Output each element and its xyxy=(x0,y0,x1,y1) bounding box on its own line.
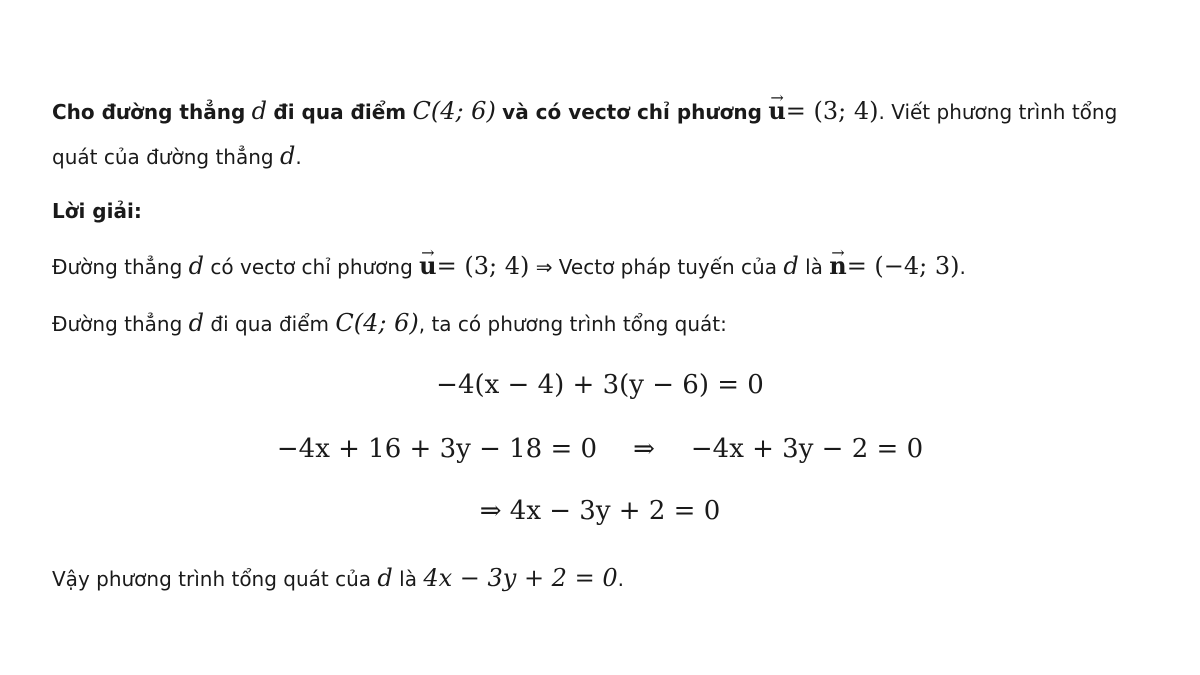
point-c: C(4; 6) xyxy=(412,97,496,125)
implies-arrow: ⇒ xyxy=(633,434,655,464)
variable-d: d xyxy=(188,309,205,337)
vector-u-value: = (3; 4) xyxy=(436,252,530,280)
equation-1: −4(x − 4) + 3(y − 6) = 0 xyxy=(436,370,764,400)
variable-d: d xyxy=(279,142,296,170)
vector-n-value: = (−4; 3) xyxy=(846,252,960,280)
conclusion-text-2: là xyxy=(399,567,417,591)
point-c: C(4; 6) xyxy=(335,309,419,337)
vector-n: → n xyxy=(829,252,846,280)
step1-text-2: có vectơ chỉ phương xyxy=(210,255,413,279)
problem-ask-line2: quát của đường thẳng xyxy=(52,145,274,169)
vector-u: → u xyxy=(419,252,436,280)
problem-line-1 xyxy=(52,97,1117,126)
final-equation: 4x − 3y + 2 = 0 xyxy=(423,564,618,592)
conclusion-text-1: Vậy phương trình tổng quát của xyxy=(52,567,372,591)
solution-step-2 xyxy=(52,309,727,338)
equation-2-right: −4x + 3y − 2 = 0 xyxy=(690,434,924,464)
variable-d: d xyxy=(377,564,393,592)
problem-and-has: và có vectơ chỉ phương xyxy=(502,100,762,124)
problem-ask: . Viết phương trình tổng xyxy=(878,100,1118,124)
equation-3: ⇒ 4x − 3y + 2 = 0 xyxy=(479,496,721,526)
problem-line-2 xyxy=(52,142,302,171)
step1-text-1: Đường thẳng xyxy=(52,255,183,279)
conclusion-line xyxy=(52,564,624,593)
variable-d: d xyxy=(251,97,268,125)
problem-intro: Cho đường thẳng xyxy=(52,100,246,124)
equation-2 xyxy=(52,434,1148,464)
step2-text-3: , ta có phương trình tổng quát: xyxy=(418,312,727,336)
variable-d: d xyxy=(188,252,205,280)
step1-text-3: là xyxy=(805,255,823,279)
solution-heading: Lời giải: xyxy=(52,199,142,223)
step2-text-1: Đường thẳng xyxy=(52,312,183,336)
solution-step-1 xyxy=(52,252,966,281)
step2-text-2: đi qua điểm xyxy=(210,312,330,336)
step1-implies: ⇒ Vectơ pháp tuyến của xyxy=(535,255,777,279)
conclusion-end: . xyxy=(617,567,624,591)
equation-2-left: −4x + 16 + 3y − 18 = 0 xyxy=(276,434,598,464)
vector-u-value: = (3; 4) xyxy=(785,97,879,125)
vector-u: → u xyxy=(768,97,785,125)
variable-d: d xyxy=(783,252,799,280)
step1-end: . xyxy=(959,255,966,279)
problem-end: . xyxy=(295,145,302,169)
problem-through: đi qua điểm xyxy=(273,100,407,124)
